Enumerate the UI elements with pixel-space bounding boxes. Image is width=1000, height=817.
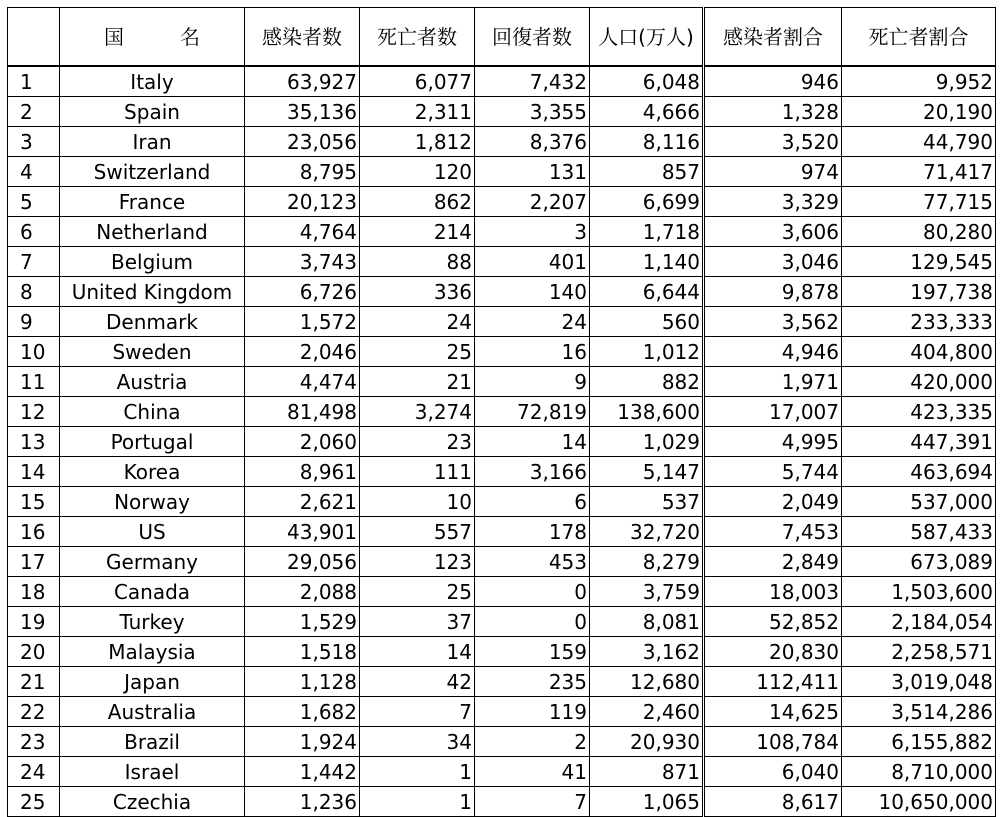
cell-population: 2,460 bbox=[590, 697, 704, 727]
cell-deaths: 25 bbox=[360, 577, 475, 607]
cell-index: 1 bbox=[8, 66, 60, 97]
cell-deaths: 7 bbox=[360, 697, 475, 727]
table-row bbox=[8, 547, 996, 577]
table-row bbox=[8, 517, 996, 547]
cell-index: 2 bbox=[8, 97, 60, 127]
cell-index: 22 bbox=[8, 697, 60, 727]
table-row bbox=[8, 787, 996, 817]
cell-index: 18 bbox=[8, 577, 60, 607]
cell-infected: 8,961 bbox=[245, 457, 360, 487]
cell-deaths: 1 bbox=[360, 757, 475, 787]
cell-population: 5,147 bbox=[590, 457, 704, 487]
cell-deaths: 214 bbox=[360, 217, 475, 247]
cell-index: 15 bbox=[8, 487, 60, 517]
cell-deaths: 42 bbox=[360, 667, 475, 697]
cell-recovered: 3,166 bbox=[475, 457, 590, 487]
covid-country-table bbox=[7, 7, 996, 817]
cell-infected: 1,529 bbox=[245, 607, 360, 637]
table-row bbox=[8, 457, 996, 487]
cell-recovered: 41 bbox=[475, 757, 590, 787]
table-row bbox=[8, 487, 996, 517]
cell-deaths: 862 bbox=[360, 187, 475, 217]
header-country-name: 国 名 bbox=[60, 8, 245, 67]
cell-index: 16 bbox=[8, 517, 60, 547]
table-row bbox=[8, 277, 996, 307]
header-deaths: 死亡者数 bbox=[360, 8, 475, 67]
cell-infected-ratio: 3,606 bbox=[704, 217, 842, 247]
cell-infected: 35,136 bbox=[245, 97, 360, 127]
cell-population: 1,140 bbox=[590, 247, 704, 277]
cell-death-ratio: 537,000 bbox=[842, 487, 996, 517]
cell-death-ratio: 8,710,000 bbox=[842, 757, 996, 787]
table-body bbox=[8, 66, 996, 817]
cell-index: 3 bbox=[8, 127, 60, 157]
cell-death-ratio: 3,514,286 bbox=[842, 697, 996, 727]
cell-infected-ratio: 9,878 bbox=[704, 277, 842, 307]
cell-infected: 2,060 bbox=[245, 427, 360, 457]
cell-population: 3,162 bbox=[590, 637, 704, 667]
cell-death-ratio: 404,800 bbox=[842, 337, 996, 367]
cell-infected-ratio: 4,995 bbox=[704, 427, 842, 457]
cell-country-name: Korea bbox=[60, 457, 245, 487]
cell-recovered: 119 bbox=[475, 697, 590, 727]
cell-infected-ratio: 14,625 bbox=[704, 697, 842, 727]
cell-country-name: China bbox=[60, 397, 245, 427]
cell-population: 1,029 bbox=[590, 427, 704, 457]
cell-deaths: 25 bbox=[360, 337, 475, 367]
cell-recovered: 178 bbox=[475, 517, 590, 547]
cell-population: 1,012 bbox=[590, 337, 704, 367]
cell-index: 23 bbox=[8, 727, 60, 757]
cell-country-name: United Kingdom bbox=[60, 277, 245, 307]
cell-recovered: 3,355 bbox=[475, 97, 590, 127]
cell-infected-ratio: 52,852 bbox=[704, 607, 842, 637]
cell-country-name: Denmark bbox=[60, 307, 245, 337]
cell-country-name: Norway bbox=[60, 487, 245, 517]
cell-infected: 29,056 bbox=[245, 547, 360, 577]
cell-death-ratio: 6,155,882 bbox=[842, 727, 996, 757]
cell-population: 32,720 bbox=[590, 517, 704, 547]
table-row bbox=[8, 307, 996, 337]
header-population: 人口(万人) bbox=[590, 8, 704, 67]
cell-index: 20 bbox=[8, 637, 60, 667]
cell-population: 871 bbox=[590, 757, 704, 787]
cell-death-ratio: 447,391 bbox=[842, 427, 996, 457]
cell-deaths: 37 bbox=[360, 607, 475, 637]
table-row bbox=[8, 217, 996, 247]
cell-index: 9 bbox=[8, 307, 60, 337]
table-row bbox=[8, 127, 996, 157]
cell-death-ratio: 129,545 bbox=[842, 247, 996, 277]
cell-recovered: 7,432 bbox=[475, 66, 590, 97]
cell-infected-ratio: 2,849 bbox=[704, 547, 842, 577]
cell-country-name: Australia bbox=[60, 697, 245, 727]
cell-infected: 4,764 bbox=[245, 217, 360, 247]
table-row bbox=[8, 337, 996, 367]
cell-recovered: 6 bbox=[475, 487, 590, 517]
cell-country-name: Israel bbox=[60, 757, 245, 787]
table-row bbox=[8, 667, 996, 697]
cell-index: 7 bbox=[8, 247, 60, 277]
cell-deaths: 111 bbox=[360, 457, 475, 487]
cell-population: 4,666 bbox=[590, 97, 704, 127]
cell-population: 8,279 bbox=[590, 547, 704, 577]
cell-deaths: 1,812 bbox=[360, 127, 475, 157]
cell-population: 8,081 bbox=[590, 607, 704, 637]
cell-index: 6 bbox=[8, 217, 60, 247]
cell-infected: 63,927 bbox=[245, 66, 360, 97]
cell-infected-ratio: 3,520 bbox=[704, 127, 842, 157]
cell-population: 1,718 bbox=[590, 217, 704, 247]
table-row bbox=[8, 367, 996, 397]
cell-death-ratio: 80,280 bbox=[842, 217, 996, 247]
cell-infected: 1,442 bbox=[245, 757, 360, 787]
cell-infected: 81,498 bbox=[245, 397, 360, 427]
cell-infected-ratio: 5,744 bbox=[704, 457, 842, 487]
cell-deaths: 123 bbox=[360, 547, 475, 577]
cell-deaths: 14 bbox=[360, 637, 475, 667]
cell-deaths: 120 bbox=[360, 157, 475, 187]
cell-country-name: Spain bbox=[60, 97, 245, 127]
cell-recovered: 2 bbox=[475, 727, 590, 757]
cell-deaths: 1 bbox=[360, 787, 475, 817]
cell-infected: 1,518 bbox=[245, 637, 360, 667]
cell-infected-ratio: 6,040 bbox=[704, 757, 842, 787]
cell-death-ratio: 673,089 bbox=[842, 547, 996, 577]
cell-recovered: 159 bbox=[475, 637, 590, 667]
cell-index: 11 bbox=[8, 367, 60, 397]
cell-death-ratio: 71,417 bbox=[842, 157, 996, 187]
cell-index: 17 bbox=[8, 547, 60, 577]
cell-death-ratio: 423,335 bbox=[842, 397, 996, 427]
cell-deaths: 34 bbox=[360, 727, 475, 757]
cell-index: 13 bbox=[8, 427, 60, 457]
header-index bbox=[8, 8, 60, 67]
cell-country-name: Belgium bbox=[60, 247, 245, 277]
table-row bbox=[8, 757, 996, 787]
cell-infected-ratio: 108,784 bbox=[704, 727, 842, 757]
table-header bbox=[8, 8, 996, 67]
cell-death-ratio: 20,190 bbox=[842, 97, 996, 127]
cell-infected: 1,924 bbox=[245, 727, 360, 757]
cell-infected-ratio: 3,329 bbox=[704, 187, 842, 217]
cell-infected: 3,743 bbox=[245, 247, 360, 277]
cell-population: 857 bbox=[590, 157, 704, 187]
cell-population: 6,699 bbox=[590, 187, 704, 217]
header-death-ratio: 死亡者割合 bbox=[842, 8, 996, 67]
cell-index: 10 bbox=[8, 337, 60, 367]
cell-infected-ratio: 17,007 bbox=[704, 397, 842, 427]
table-row bbox=[8, 427, 996, 457]
cell-infected: 8,795 bbox=[245, 157, 360, 187]
cell-recovered: 16 bbox=[475, 337, 590, 367]
cell-infected-ratio: 20,830 bbox=[704, 637, 842, 667]
cell-index: 21 bbox=[8, 667, 60, 697]
header-recovered: 回復者数 bbox=[475, 8, 590, 67]
cell-infected-ratio: 974 bbox=[704, 157, 842, 187]
cell-recovered: 14 bbox=[475, 427, 590, 457]
cell-population: 8,116 bbox=[590, 127, 704, 157]
table-row bbox=[8, 577, 996, 607]
table-row bbox=[8, 697, 996, 727]
cell-deaths: 3,274 bbox=[360, 397, 475, 427]
cell-infected-ratio: 1,971 bbox=[704, 367, 842, 397]
cell-country-name: Germany bbox=[60, 547, 245, 577]
table-row bbox=[8, 727, 996, 757]
header-row bbox=[8, 8, 996, 67]
cell-population: 537 bbox=[590, 487, 704, 517]
cell-deaths: 88 bbox=[360, 247, 475, 277]
cell-recovered: 24 bbox=[475, 307, 590, 337]
cell-country-name: Czechia bbox=[60, 787, 245, 817]
cell-population: 12,680 bbox=[590, 667, 704, 697]
cell-infected: 4,474 bbox=[245, 367, 360, 397]
cell-deaths: 23 bbox=[360, 427, 475, 457]
cell-infected: 2,046 bbox=[245, 337, 360, 367]
cell-country-name: Italy bbox=[60, 66, 245, 97]
cell-death-ratio: 44,790 bbox=[842, 127, 996, 157]
cell-country-name: Austria bbox=[60, 367, 245, 397]
cell-death-ratio: 420,000 bbox=[842, 367, 996, 397]
cell-deaths: 21 bbox=[360, 367, 475, 397]
cell-country-name: Iran bbox=[60, 127, 245, 157]
cell-recovered: 3 bbox=[475, 217, 590, 247]
cell-country-name: Canada bbox=[60, 577, 245, 607]
cell-infected-ratio: 946 bbox=[704, 66, 842, 97]
cell-index: 24 bbox=[8, 757, 60, 787]
cell-recovered: 8,376 bbox=[475, 127, 590, 157]
cell-infected-ratio: 1,328 bbox=[704, 97, 842, 127]
cell-recovered: 72,819 bbox=[475, 397, 590, 427]
cell-infected-ratio: 18,003 bbox=[704, 577, 842, 607]
cell-population: 1,065 bbox=[590, 787, 704, 817]
cell-infected-ratio: 2,049 bbox=[704, 487, 842, 517]
cell-infected-ratio: 7,453 bbox=[704, 517, 842, 547]
cell-index: 14 bbox=[8, 457, 60, 487]
cell-infected-ratio: 4,946 bbox=[704, 337, 842, 367]
cell-country-name: Sweden bbox=[60, 337, 245, 367]
cell-deaths: 10 bbox=[360, 487, 475, 517]
cell-recovered: 0 bbox=[475, 607, 590, 637]
cell-infected: 1,572 bbox=[245, 307, 360, 337]
cell-death-ratio: 463,694 bbox=[842, 457, 996, 487]
cell-population: 6,048 bbox=[590, 66, 704, 97]
cell-infected-ratio: 8,617 bbox=[704, 787, 842, 817]
cell-country-name: US bbox=[60, 517, 245, 547]
cell-deaths: 336 bbox=[360, 277, 475, 307]
cell-population: 3,759 bbox=[590, 577, 704, 607]
cell-recovered: 9 bbox=[475, 367, 590, 397]
cell-deaths: 557 bbox=[360, 517, 475, 547]
cell-recovered: 401 bbox=[475, 247, 590, 277]
cell-death-ratio: 233,333 bbox=[842, 307, 996, 337]
cell-index: 5 bbox=[8, 187, 60, 217]
cell-infected-ratio: 112,411 bbox=[704, 667, 842, 697]
table-row bbox=[8, 97, 996, 127]
cell-deaths: 2,311 bbox=[360, 97, 475, 127]
cell-infected-ratio: 3,046 bbox=[704, 247, 842, 277]
cell-death-ratio: 197,738 bbox=[842, 277, 996, 307]
cell-country-name: Turkey bbox=[60, 607, 245, 637]
cell-index: 12 bbox=[8, 397, 60, 427]
cell-country-name: Switzerland bbox=[60, 157, 245, 187]
cell-index: 25 bbox=[8, 787, 60, 817]
header-infected: 感染者数 bbox=[245, 8, 360, 67]
cell-population: 6,644 bbox=[590, 277, 704, 307]
cell-infected: 1,128 bbox=[245, 667, 360, 697]
cell-death-ratio: 10,650,000 bbox=[842, 787, 996, 817]
cell-recovered: 7 bbox=[475, 787, 590, 817]
cell-index: 4 bbox=[8, 157, 60, 187]
cell-death-ratio: 9,952 bbox=[842, 66, 996, 97]
cell-infected: 23,056 bbox=[245, 127, 360, 157]
table-row bbox=[8, 637, 996, 667]
cell-infected: 2,621 bbox=[245, 487, 360, 517]
cell-death-ratio: 3,019,048 bbox=[842, 667, 996, 697]
cell-index: 19 bbox=[8, 607, 60, 637]
cell-country-name: Netherland bbox=[60, 217, 245, 247]
table-row bbox=[8, 247, 996, 277]
cell-recovered: 0 bbox=[475, 577, 590, 607]
cell-death-ratio: 2,258,571 bbox=[842, 637, 996, 667]
table-row bbox=[8, 187, 996, 217]
cell-country-name: Brazil bbox=[60, 727, 245, 757]
cell-population: 560 bbox=[590, 307, 704, 337]
cell-country-name: Malaysia bbox=[60, 637, 245, 667]
cell-country-name: Portugal bbox=[60, 427, 245, 457]
cell-population: 138,600 bbox=[590, 397, 704, 427]
cell-recovered: 131 bbox=[475, 157, 590, 187]
table-row bbox=[8, 397, 996, 427]
header-infected-ratio: 感染者割合 bbox=[704, 8, 842, 67]
cell-recovered: 2,207 bbox=[475, 187, 590, 217]
cell-population: 20,930 bbox=[590, 727, 704, 757]
table-row bbox=[8, 157, 996, 187]
cell-infected: 2,088 bbox=[245, 577, 360, 607]
cell-death-ratio: 77,715 bbox=[842, 187, 996, 217]
cell-deaths: 6,077 bbox=[360, 66, 475, 97]
cell-death-ratio: 2,184,054 bbox=[842, 607, 996, 637]
cell-death-ratio: 587,433 bbox=[842, 517, 996, 547]
cell-infected: 20,123 bbox=[245, 187, 360, 217]
cell-country-name: France bbox=[60, 187, 245, 217]
cell-country-name: Japan bbox=[60, 667, 245, 697]
cell-recovered: 235 bbox=[475, 667, 590, 697]
cell-recovered: 140 bbox=[475, 277, 590, 307]
cell-infected: 1,236 bbox=[245, 787, 360, 817]
cell-infected: 6,726 bbox=[245, 277, 360, 307]
cell-infected-ratio: 3,562 bbox=[704, 307, 842, 337]
cell-population: 882 bbox=[590, 367, 704, 397]
cell-infected: 43,901 bbox=[245, 517, 360, 547]
cell-infected: 1,682 bbox=[245, 697, 360, 727]
cell-index: 8 bbox=[8, 277, 60, 307]
cell-death-ratio: 1,503,600 bbox=[842, 577, 996, 607]
table-row bbox=[8, 607, 996, 637]
cell-recovered: 453 bbox=[475, 547, 590, 577]
table-row bbox=[8, 66, 996, 97]
cell-deaths: 24 bbox=[360, 307, 475, 337]
